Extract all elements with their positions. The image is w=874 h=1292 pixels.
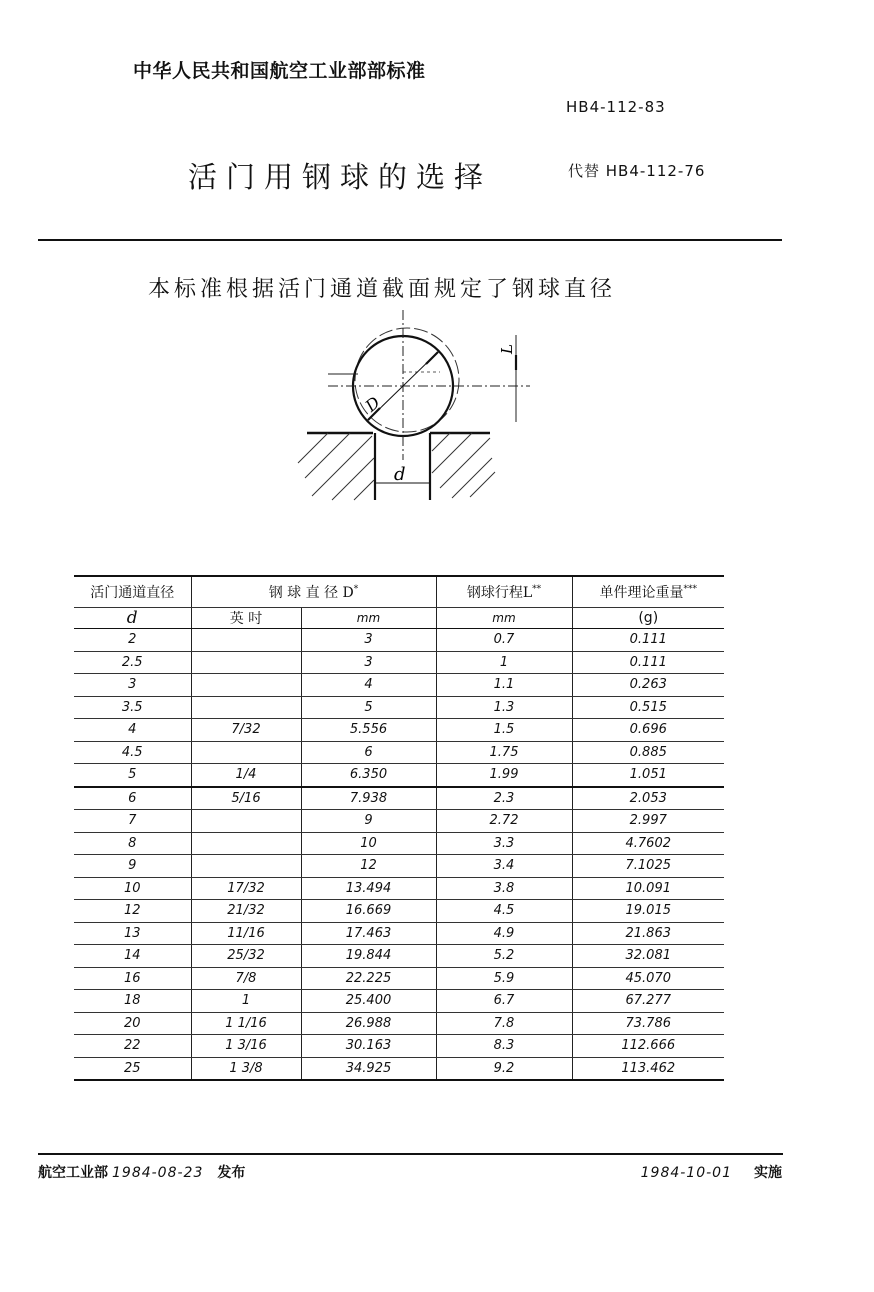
table-row [74, 741, 724, 764]
cell-inch: 1 3/8 [191, 1057, 301, 1080]
cell-inch [191, 810, 301, 833]
cell-inch: 1 1/16 [191, 1012, 301, 1035]
cell-inch: 1 [191, 990, 301, 1013]
header-ball-diameter-label: 钢 球 直 径 D [268, 585, 354, 601]
footnote-mark: *** [683, 584, 697, 595]
effective-date: 1984-10-01 [640, 1165, 732, 1181]
table-row [74, 900, 724, 923]
cell-d: 4 [74, 719, 191, 742]
cell-d: 8 [74, 832, 191, 855]
cell-d: 3.5 [74, 696, 191, 719]
cell-L: 1 [436, 651, 572, 674]
subheader-weight-unit: (g) [572, 608, 724, 629]
table-header-row [74, 576, 724, 608]
cell-d: 7 [74, 810, 191, 833]
cell-mm: 6 [301, 741, 436, 764]
cell-g: 7.1025 [572, 855, 724, 878]
table-row [74, 1012, 724, 1035]
cell-g: 113.462 [572, 1057, 724, 1080]
cell-mm: 5.556 [301, 719, 436, 742]
cell-mm: 25.400 [301, 990, 436, 1013]
cell-mm: 26.988 [301, 1012, 436, 1035]
cell-inch: 1/4 [191, 764, 301, 787]
cell-inch: 7/32 [191, 719, 301, 742]
cell-inch [191, 832, 301, 855]
cell-inch: 11/16 [191, 922, 301, 945]
cell-inch [191, 696, 301, 719]
cell-L: 2.72 [436, 810, 572, 833]
cell-g: 45.070 [572, 967, 724, 990]
cell-mm: 17.463 [301, 922, 436, 945]
cell-mm: 4 [301, 674, 436, 697]
cell-mm: 19.844 [301, 945, 436, 968]
cell-L: 3.4 [436, 855, 572, 878]
cell-mm: 10 [301, 832, 436, 855]
subheader-d: d [74, 608, 191, 629]
subheader-mm: mm [301, 608, 436, 629]
cell-d: 5 [74, 764, 191, 787]
cell-L: 0.7 [436, 629, 572, 652]
table-row [74, 810, 724, 833]
table-row [74, 719, 724, 742]
cell-inch: 21/32 [191, 900, 301, 923]
table-row [74, 1035, 724, 1058]
cell-L: 9.2 [436, 1057, 572, 1080]
cell-d: 3 [74, 674, 191, 697]
issue-date: 1984-08-23 [112, 1165, 204, 1181]
cell-g: 73.786 [572, 1012, 724, 1035]
standard-code: HB4-112-83 [566, 98, 666, 116]
table-subheader-row [74, 608, 724, 629]
cell-mm: 9 [301, 810, 436, 833]
subheader-travel-unit: mm [436, 608, 572, 629]
cell-inch [191, 855, 301, 878]
cell-d: 16 [74, 967, 191, 990]
cell-g: 19.015 [572, 900, 724, 923]
cell-g: 4.7602 [572, 832, 724, 855]
cell-g: 0.696 [572, 719, 724, 742]
cell-L: 3.3 [436, 832, 572, 855]
table-row [74, 629, 724, 652]
cell-L: 7.8 [436, 1012, 572, 1035]
intro-text: 本标准根据活门通道截面规定了钢球直径 [148, 277, 617, 302]
cell-d: 12 [74, 900, 191, 923]
cell-L: 2.3 [436, 787, 572, 810]
cell-L: 5.9 [436, 967, 572, 990]
cell-g: 112.666 [572, 1035, 724, 1058]
footer-divider [38, 1153, 783, 1155]
cell-L: 1.99 [436, 764, 572, 787]
cell-mm: 30.163 [301, 1035, 436, 1058]
cell-L: 3.8 [436, 877, 572, 900]
table-row [74, 967, 724, 990]
cell-L: 4.9 [436, 922, 572, 945]
table-row [74, 764, 724, 787]
issue-label: 发布 [217, 1165, 246, 1181]
table-row [74, 945, 724, 968]
issuer: 航空工业部 [38, 1165, 108, 1181]
cell-d: 10 [74, 877, 191, 900]
table-row [74, 855, 724, 878]
cell-mm: 6.350 [301, 764, 436, 787]
cell-g: 0.515 [572, 696, 724, 719]
cell-L: 5.2 [436, 945, 572, 968]
cell-d: 22 [74, 1035, 191, 1058]
cell-mm: 22.225 [301, 967, 436, 990]
cell-L: 1.75 [436, 741, 572, 764]
ball-selection-table [74, 575, 724, 1081]
cell-mm: 3 [301, 629, 436, 652]
table-row [74, 674, 724, 697]
cell-L: 1.5 [436, 719, 572, 742]
cell-d: 2 [74, 629, 191, 652]
cell-inch [191, 629, 301, 652]
cell-g: 10.091 [572, 877, 724, 900]
cell-inch: 25/32 [191, 945, 301, 968]
cell-d: 9 [74, 855, 191, 878]
header-travel-label: 钢球行程L [466, 585, 533, 601]
cell-inch: 1 3/16 [191, 1035, 301, 1058]
cell-g: 0.263 [572, 674, 724, 697]
standard-organization: 中华人民共和国航空工业部部标准 [133, 60, 426, 82]
table-row [74, 877, 724, 900]
table-row [74, 787, 724, 810]
cell-mm: 16.669 [301, 900, 436, 923]
cell-d: 2.5 [74, 651, 191, 674]
cell-d: 14 [74, 945, 191, 968]
cell-mm: 7.938 [301, 787, 436, 810]
footnote-mark: * [353, 584, 359, 595]
cell-inch: 17/32 [191, 877, 301, 900]
cell-inch [191, 651, 301, 674]
header-travel [436, 576, 572, 608]
header-channel-diameter: 活门通道直径 [74, 576, 191, 608]
table-row [74, 696, 724, 719]
footnote-mark: ** [532, 584, 542, 595]
cell-g: 2.053 [572, 787, 724, 810]
cell-mm: 34.925 [301, 1057, 436, 1080]
cell-L: 6.7 [436, 990, 572, 1013]
cell-g: 0.885 [572, 741, 724, 764]
label-d: d [394, 464, 406, 485]
table-row [74, 990, 724, 1013]
cell-mm: 13.494 [301, 877, 436, 900]
cell-inch [191, 674, 301, 697]
cell-g: 2.997 [572, 810, 724, 833]
issue-info [38, 1162, 245, 1182]
valve-ball-diagram [280, 300, 560, 520]
cell-g: 0.111 [572, 651, 724, 674]
cell-inch [191, 741, 301, 764]
subheader-inch: 英 吋 [191, 608, 301, 629]
cell-d: 6 [74, 787, 191, 810]
cell-L: 4.5 [436, 900, 572, 923]
cell-g: 32.081 [572, 945, 724, 968]
header-weight-label: 单件理论重量 [599, 585, 684, 601]
header-ball-diameter [191, 576, 436, 608]
cell-d: 25 [74, 1057, 191, 1080]
table-row [74, 832, 724, 855]
cell-g: 1.051 [572, 764, 724, 787]
cell-inch: 7/8 [191, 967, 301, 990]
label-L: L [498, 344, 516, 354]
cell-d: 18 [74, 990, 191, 1013]
cell-g: 0.111 [572, 629, 724, 652]
header-divider [38, 239, 782, 241]
replaces-standard: 代替 HB4-112-76 [568, 162, 706, 180]
cell-L: 8.3 [436, 1035, 572, 1058]
cell-mm: 12 [301, 855, 436, 878]
cell-L: 1.3 [436, 696, 572, 719]
cell-g: 67.277 [572, 990, 724, 1013]
cell-d: 20 [74, 1012, 191, 1035]
header-weight [572, 576, 724, 608]
table-row [74, 922, 724, 945]
cell-d: 4.5 [74, 741, 191, 764]
table-row [74, 651, 724, 674]
label-D: D [361, 392, 384, 416]
cell-g: 21.863 [572, 922, 724, 945]
cell-L: 1.1 [436, 674, 572, 697]
cell-d: 13 [74, 922, 191, 945]
table-row [74, 1057, 724, 1080]
cell-inch: 5/16 [191, 787, 301, 810]
document-title: 活门用钢球的选择 [188, 160, 493, 194]
effective-info [641, 1162, 782, 1182]
cell-mm: 3 [301, 651, 436, 674]
cell-mm: 5 [301, 696, 436, 719]
effective-label: 实施 [754, 1165, 782, 1181]
